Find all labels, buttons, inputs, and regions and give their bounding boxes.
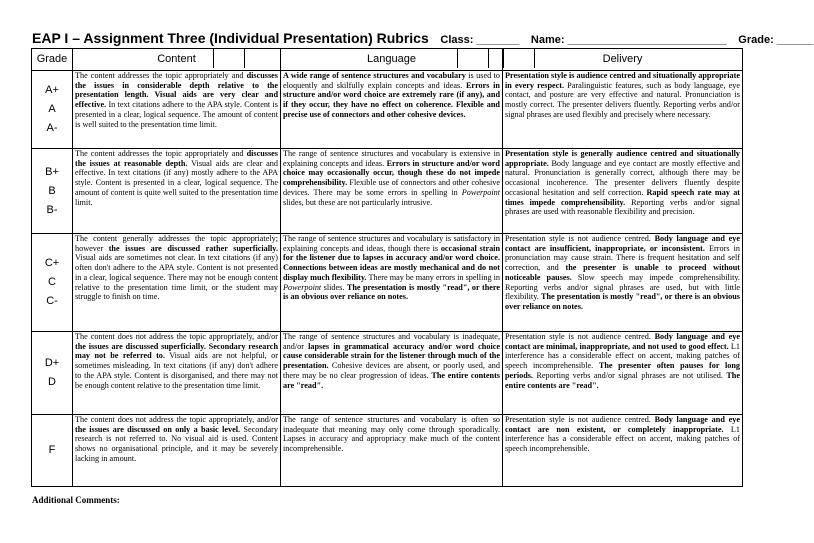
delivery-descriptor: Presentation style is not audience centred. Body language and eye contact are minimal, inappropriate, and not used to good effect. L1 interference has a considerable effect on accent, making patches of speech incomprehensible. The presenter often pauses for long periods. Reporting verbs and/or signal phrases are not utilised. The entire contents are "read".	[503, 332, 743, 415]
grade-label: B+	[45, 165, 59, 178]
grade-label: A-	[46, 122, 58, 134]
rubric-row	[32, 71, 743, 149]
content-score-box[interactable]	[213, 49, 245, 68]
grade-label: B	[48, 184, 56, 197]
content-descriptor: The content does not address the topic appropriately, and/or the issues are discussed on only a basic level. Secondary research is not referred to. No visual aid is used. Content shows no organisational principle, and it may be severely lacking in amount.	[73, 415, 281, 487]
col-header-language	[281, 49, 503, 71]
additional-comments-label: Additional Comments:	[32, 495, 120, 505]
delivery-descriptor: Presentation style is not audience centred. Body language and eye contact are insufficient, inappropriate, or inconsistent. Errors in pronunciation may cause strain. There is frequent hesitation and self correction, and the presenter is unable to proceed without noticeable pauses. Slow speech may impede comprehensibility. Reporting verbs and/or signal phrases are used, but with little flexibility. The presentation is mostly "read", or there is an obvious over reliance on notes.	[503, 234, 743, 332]
grade-label: D	[48, 376, 56, 388]
class-field[interactable]: Class: _______	[440, 34, 520, 46]
rubric-row	[32, 149, 743, 234]
col-header-delivery	[503, 49, 743, 71]
grade-field[interactable]: Grade: ______	[738, 34, 814, 46]
content-descriptor: The content does not address the topic appropriately, and/or the issues are discussed superficially. Secondary research may not be referred to. Visual aids are not helpful, or sometimes misleading. In text citations (if any) don't adhere to the APA style. Content is disorganised, and there may not be enough content relative to the presentation time limit.	[73, 332, 281, 415]
delivery-descriptor: Presentation style is generally audience centred and situationally appropriate. Body language and eye contact are mostly effective and natural. Pronunciation is generally correct, although there may be occasional incoherence. The presenter delivers fluently despite occasional hesitation and self correction. Rapid speech rate may at times impede comprehensibility. Reporting verbs and/or signal phrases are used with reasonable flexibility and precision.	[503, 149, 743, 234]
grade-label: B-	[46, 203, 58, 216]
language-descriptor: The range of sentence structures and vocabulary is often so inadequate that meaning may only come through sporadically. Lapses in accuracy and appropriacy make much of the content incomprehensible.	[281, 415, 503, 487]
language-descriptor: A wide range of sentence structures and vocabulary is used to eloquently and skilfully explain concepts and ideas. Errors in structure and/or word choice are extremely rare (if any), and if they occur, they have no effect on coherence. Flexible and precise use of connectors and other cohesive devices.	[281, 71, 503, 149]
content-descriptor: The content addresses the topic appropriately and discusses the issues at reasonable depth. Visual aids are clear and effective. In text citations (if any) mostly adhere to the APA style. Content is presented in a clear, logical sequence. The amount of content is quite well suited to the presentation time limit.	[73, 149, 281, 234]
content-descriptor: The content generally addresses the topic appropriately; however the issues are discussed rather superficially. Visual aids are sometimes not clear. In text citations (if any) often don't adhere to the APA style. Content is not presented in a clear, logical sequence. There may not be enough content relative to the presentation time limit, or the student may struggle to finish on time.	[73, 234, 281, 332]
name-field[interactable]: Name: __________________________	[530, 34, 727, 46]
delivery-score-box[interactable]	[503, 49, 535, 68]
grade-label: F	[48, 444, 56, 456]
col-header-delivery-label: Delivery	[602, 52, 643, 65]
grade-label: C+	[44, 257, 60, 269]
grade-label: C-	[46, 295, 58, 307]
grade-label: C	[48, 276, 56, 288]
grade-cell	[32, 234, 73, 332]
rubric-row	[32, 332, 743, 415]
grade-cell	[32, 332, 73, 415]
col-header-grade: Grade	[32, 49, 73, 71]
language-score-box[interactable]	[457, 49, 489, 68]
header-row	[32, 49, 743, 71]
grade-label: D+	[44, 357, 60, 369]
delivery-descriptor: Presentation style is audience centred and situationally appropriate in every respect. Paralinguistic features, such as body language, eye contact, and posture are very effective and natural. Pronunciation is mostly correct. The presenter delivers fluently. Reporting verbs and/or signal phrases are used flexibly and precisely where necessary.	[503, 71, 743, 149]
col-header-content	[73, 49, 281, 71]
delivery-descriptor: Presentation style is not audience centred. Body language and eye contact are non existent, or completely inappropriate. L1 interference has a considerable effect on accent, making patches of speech incomprehensible.	[503, 415, 743, 487]
language-descriptor: The range of sentence structures and vocabulary is inadequate, and/or lapses in grammatical accuracy and/or word choice cause considerable strain for the listener through much of the presentation. Cohesive devices are absent, or poorly used, and there may be no clear progression of ideas. The entire contents are "read".	[281, 332, 503, 415]
col-header-language-label: Language	[367, 52, 416, 65]
grade-cell	[32, 71, 73, 149]
grade-label: A+	[45, 84, 59, 96]
rubric-row	[32, 234, 743, 332]
rubric-table	[31, 48, 743, 487]
rubric-title: EAP I – Assignment Three (Individual Presentation) Rubrics	[32, 30, 429, 46]
language-descriptor: The range of sentence structures and vocabulary is satisfactory in explaining concepts and ideas, though there is occasional strain for the listener due to lapses in accuracy and/or word choice. Connections between ideas are mostly mechanical and do not display much flexibility. There may be many errors in spelling in Powerpoint slides. The presentation is mostly "read", or there is an obvious over reliance on notes.	[281, 234, 503, 332]
page-title	[32, 30, 814, 48]
rubric-row	[32, 415, 743, 487]
language-descriptor: The range of sentence structures and vocabulary is extensive in explaining concepts and ideas. Errors in structure and/or word choice may occasionally occur, though these do not impede comprehensibility. Flexible use of connectors and other cohesive devices. There may be some errors in spelling in Powerpoint slides, but these are not particularly intrusive.	[281, 149, 503, 234]
grade-cell	[32, 149, 73, 234]
grade-label: A	[48, 103, 56, 115]
grade-cell	[32, 415, 73, 487]
col-header-content-label: Content	[157, 52, 196, 65]
content-descriptor: The content addresses the topic appropriately and discusses the issues in considerable depth relative to the presentation length. Visual aids are very clear and effective. In text citations adhere to the APA style. Content is presented in a clear, logical sequence. The amount of content is well suited to the presentation time limit.	[73, 71, 281, 149]
